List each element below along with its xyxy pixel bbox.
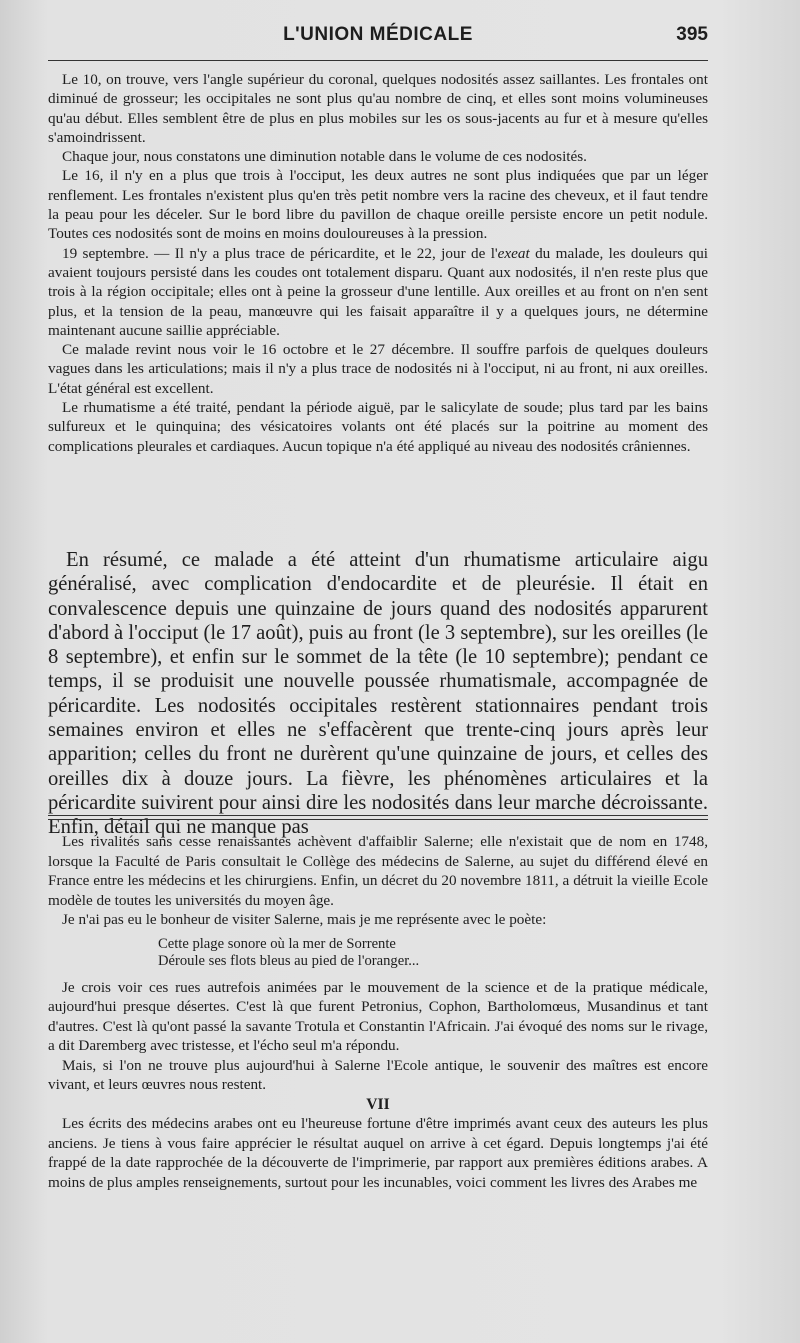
observation-paragraph: Ce malade revint nous voir le 16 octobre et le 27 décembre. Il souffre parfois de quelques douleurs vagues dans les articulations; mais il n'y a plus trace de nodosités ni à l'occiput, ni au front, ni aux oreilles. L'état général est excellent. bbox=[48, 341, 708, 397]
verse-quote bbox=[48, 936, 708, 970]
feuilleton-paragraph: Les écrits des médecins arabes ont eu l'heureuse fortune d'être imprimés avant ceux des auteurs les plus anciens. Je tiens à vous faire apprécier le résultat auquel on arrive à cet égard. Depuis longtemps j'ai été frappé de la date rapprochée de la découverte de l'imprimerie, par rapport aux premières éditions arabes. A moins de plus amples renseignements, surtout pour les incunables, voici comment les livres des Arabes me bbox=[48, 1115, 708, 1191]
verse-line: Déroule ses flots bleus au pied de l'oranger... bbox=[158, 952, 420, 969]
feuilleton-paragraph: Je crois voir ces rues autrefois animées par le mouvement de la science et de la pratique médicale, aujourd'hui presque désertes. C'est là que furent Petronius, Cophon, Bartholomœus, Musandinus et tant d'autres. C'est là qu'ont passé la savante Trotula et Constantin l'Africain. J'ai évoqué des noms sur le rivage, a dit Daremberg avec tristesse, et l'écho seul m'a répondu. bbox=[48, 978, 708, 1054]
observation-paragraph: Le 16, il n'y en a plus que trois à l'occiput, les deux autres ne sont plus indiquées que par un léger renflement. Les frontales n'existent plus qu'en très petit nombre vers la racine des cheveux, et il faut tendre la peau pour les déceler. Sur le bord libre du pavillon de chaque oreille persiste encore un petit nodule. Toutes ces nodosités sont de moins en moins douloureuses à la pression. bbox=[48, 167, 708, 243]
feuilleton-paragraph: Mais, si l'on ne trouve plus aujourd'hui à Salerne l'Ecole antique, le souvenir des maîtres est encore vivant, et leurs œuvres nous restent. bbox=[48, 1056, 708, 1093]
summary-paragraph: En résumé, ce malade a été atteint d'un rhumatisme articulaire aigu généralisé, avec complication d'endocardite et de pleurésie. Il était en convalescence depuis une quinzaine de jours quand des nodosités apparurent d'abord à l'occiput (le 17 août), puis au front (le 3 septembre), sur les oreilles (le 8 septembre), et enfin sur le sommet de la tête (le 10 septembre); pendant ce temps, il se produisit une nouvelle poussée rhumatismale, accompagnée de péricardite. Les nodosités occipitales restèrent stationnaires pendant trois semaines environ et elles ne s'effacèrent que trente-cinq jours après leur apparition; celles du front ne durèrent qu'une quinzaine de jours, et celles des oreilles dix à douze jours. La fièvre, les phénomènes articulaires et la péricardite suivirent pour ainsi dire les nodosités dans leur marche décroissante. Enfin, détail qui ne manque pas bbox=[48, 549, 708, 839]
observation-text bbox=[48, 70, 708, 456]
page-number: 395 bbox=[676, 24, 708, 45]
observation-paragraph: Le rhumatisme a été traité, pendant la période aiguë, par le salicylate de soude; plus tard par les bains sulfureux et le quinquina; des vésicatoires volants ont été placés sur la poitrine au moment des complications pleurales et cardiaques. Aucun topique n'a été appliqué au niveau des nodosités crâniennes. bbox=[48, 399, 708, 455]
feuilleton-separator bbox=[48, 815, 708, 823]
italic-term: exeat bbox=[497, 244, 530, 262]
feuilleton-paragraph: Je n'ai pas eu le bonheur de visiter Salerne, mais je me représente avec le poète: bbox=[62, 911, 547, 928]
observation-paragraph bbox=[48, 244, 708, 340]
header-rule bbox=[48, 60, 708, 61]
verse-line: Cette plage sonore où la mer de Sorrente bbox=[158, 935, 396, 952]
feuilleton-text bbox=[48, 832, 708, 1192]
text-run: du malade, les douleurs qui avaient toujours persisté dans les coudes ont totalement disparu. Quant aux nodosités, il n'en reste plus que trois à la région occipitale; elles ont à peine la grosseur d'une lentille. Aux oreilles et au front on n'en sent plus, et la tension de la peau, manœuvre qui les faisait apparaître il y a quelques jours, ne détermine maintenant aucune saillie appréciable. bbox=[48, 244, 709, 339]
running-title: L'UNION MÉDICALE bbox=[283, 24, 473, 45]
observation-paragraph: Chaque jour, nous constatons une diminution notable dans le volume de ces nodosités. bbox=[62, 148, 587, 166]
text-run: 19 septembre. — Il n'y a plus trace de péricardite, et le 22, jour de l' bbox=[62, 244, 498, 262]
page-header bbox=[48, 20, 708, 54]
summary-text bbox=[48, 548, 708, 840]
observation-paragraph: Le 10, on trouve, vers l'angle supérieur du coronal, quelques nodosités assez saillantes. Les frontales ont diminué de grosseur; les occipitales ne sont plus qu'au nombre de cinq, et elles sont moins volumineuses qu'au début. Elles semblent être de plus en plus mobiles sur les os sous-jacents au fur et à mesure qu'elles s'amoindrissent. bbox=[48, 71, 708, 146]
section-heading: VII bbox=[366, 1095, 390, 1113]
feuilleton-paragraph: Les rivalités sans cesse renaissantes achèvent d'affaiblir Salerne; elle n'existait que de nom en 1748, lorsque la Faculté de Paris consultait le Collège des médecins de Salerne, au sujet du différend élevé en France entre les médecins et les chirurgiens. Enfin, un décret du 20 novembre 1811, a détruit la vieille Ecole modèle de toutes les universités du moyen âge. bbox=[48, 833, 708, 909]
